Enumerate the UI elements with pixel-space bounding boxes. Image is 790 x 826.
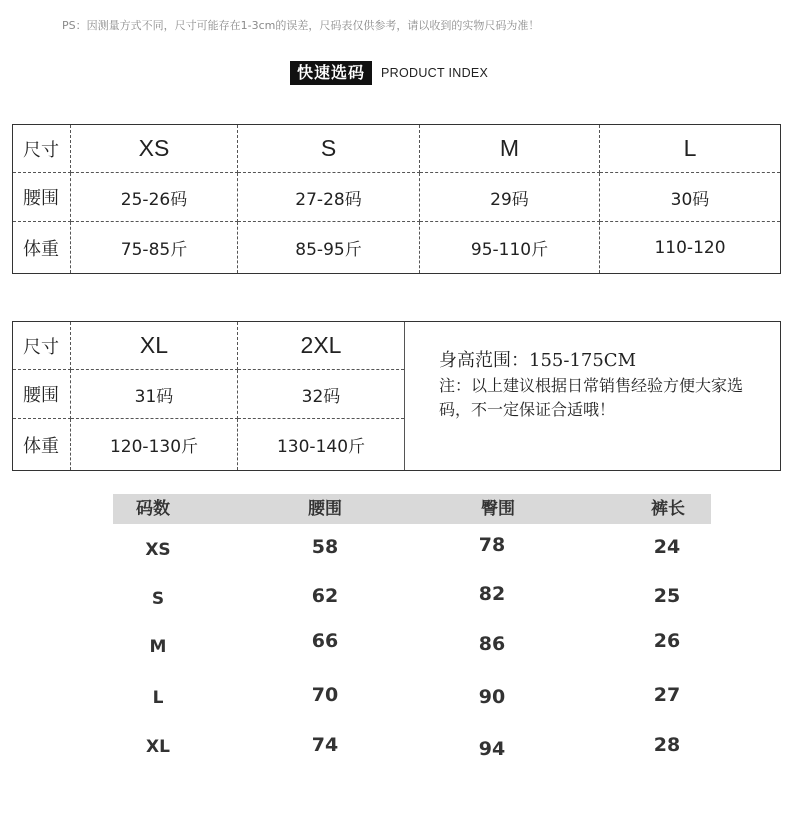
size-cell: S bbox=[238, 125, 420, 173]
weight-cell: 95-110斤 bbox=[420, 222, 600, 274]
length-cell: 25 bbox=[653, 585, 681, 607]
waist-cell: 74 bbox=[311, 734, 339, 756]
length-cell: 27 bbox=[653, 684, 681, 706]
weight-cell: 130-140斤 bbox=[238, 419, 405, 471]
measurement-row bbox=[0, 585, 790, 615]
index-title-en: PRODUCT INDEX bbox=[381, 66, 489, 80]
measurement-row bbox=[0, 536, 790, 566]
row-label-weight: 体重 bbox=[13, 419, 71, 471]
hip-cell: 78 bbox=[478, 534, 506, 556]
header-hip: 臀围 bbox=[481, 499, 515, 519]
hip-cell: 90 bbox=[478, 686, 506, 708]
measurement-row bbox=[0, 630, 790, 663]
length-cell: 28 bbox=[653, 734, 681, 756]
waist-cell: 66 bbox=[311, 630, 339, 652]
weight-cell: 110-120 bbox=[600, 222, 781, 274]
size-row bbox=[13, 322, 781, 370]
header-length: 裤长 bbox=[651, 499, 685, 519]
waist-row bbox=[13, 173, 781, 222]
length-cell: 24 bbox=[653, 536, 681, 558]
size-cell: XS bbox=[145, 540, 171, 560]
row-label-size: 尺寸 bbox=[13, 322, 71, 370]
row-label-waist: 腰围 bbox=[13, 370, 71, 419]
size-cell: XL bbox=[146, 737, 170, 757]
size-note-panel bbox=[405, 322, 781, 471]
hip-cell: 94 bbox=[478, 738, 506, 760]
hip-cell: 86 bbox=[478, 633, 506, 655]
size-cell: XS bbox=[71, 125, 238, 173]
size-row bbox=[13, 125, 781, 173]
waist-cell: 32码 bbox=[238, 370, 405, 419]
waist-cell: 25-26码 bbox=[71, 173, 238, 222]
weight-cell: 120-130斤 bbox=[71, 419, 238, 471]
weight-cell: 85-95斤 bbox=[238, 222, 420, 274]
weight-cell: 75-85斤 bbox=[71, 222, 238, 274]
size-cell: S bbox=[151, 589, 165, 609]
size-cell: XL bbox=[71, 322, 238, 370]
row-label-size: 尺寸 bbox=[13, 125, 71, 173]
hip-cell: 82 bbox=[478, 583, 506, 605]
advice-note: 注：以上建议根据日常销售经验方便大家选码，不一定保证合适哦！ bbox=[439, 376, 744, 419]
waist-cell: 70 bbox=[311, 684, 339, 706]
size-cell: L bbox=[600, 125, 781, 173]
measurement-header-bar bbox=[113, 494, 711, 524]
header-waist: 腰围 bbox=[308, 499, 342, 519]
size-cell: M bbox=[420, 125, 600, 173]
ps-disclaimer: PS：因测量方式不同，尺寸可能存在1-3cm的误差，尺码表仅供参考，请以收到的实物尺码为准！ bbox=[62, 19, 540, 32]
waist-cell: 62 bbox=[311, 585, 339, 607]
waist-cell: 29码 bbox=[420, 173, 600, 222]
measurement-row bbox=[0, 734, 790, 764]
waist-cell: 27-28码 bbox=[238, 173, 420, 222]
row-label-waist: 腰围 bbox=[13, 173, 71, 222]
size-table-2 bbox=[12, 321, 781, 471]
size-cell: 2XL bbox=[238, 322, 405, 370]
waist-cell: 31码 bbox=[71, 370, 238, 419]
header-size-count: 码数 bbox=[136, 499, 170, 519]
index-title-cn: 快速选码 bbox=[290, 61, 372, 85]
waist-cell: 58 bbox=[311, 536, 339, 558]
size-cell: L bbox=[152, 688, 164, 708]
weight-row bbox=[13, 222, 781, 274]
row-label-weight: 体重 bbox=[13, 222, 71, 274]
size-table-1 bbox=[12, 124, 781, 274]
length-cell: 26 bbox=[653, 630, 681, 652]
size-cell: M bbox=[149, 637, 167, 657]
height-range-note: 身高范围：155-175CM bbox=[439, 350, 636, 371]
product-index-heading bbox=[290, 61, 488, 85]
measurement-row bbox=[0, 684, 790, 714]
waist-cell: 30码 bbox=[600, 173, 781, 222]
